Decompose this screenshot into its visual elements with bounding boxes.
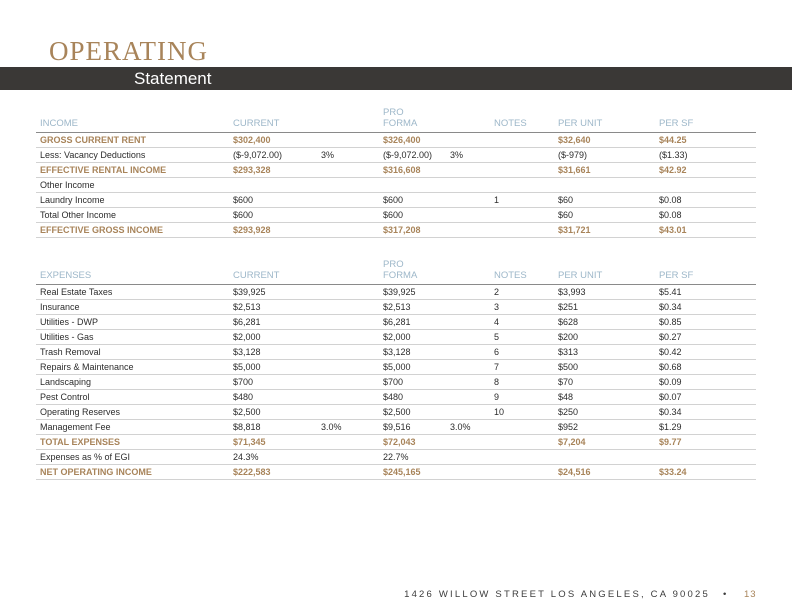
row-label: Management Fee <box>36 420 229 435</box>
table-cell: $2,513 <box>229 300 317 315</box>
table-cell <box>317 375 379 390</box>
table-cell <box>655 450 756 465</box>
table-cell: $0.07 <box>655 390 756 405</box>
table-cell: $7,204 <box>554 435 655 450</box>
table-cell: $200 <box>554 330 655 345</box>
column-header: NOTES <box>490 256 554 285</box>
table-cell <box>446 178 490 193</box>
table-row <box>36 300 756 315</box>
table-cell: 3.0% <box>317 420 379 435</box>
table-total-row <box>36 465 756 480</box>
table-cell: 6 <box>490 345 554 360</box>
table-cell <box>554 450 655 465</box>
table-cell <box>317 330 379 345</box>
table-row <box>36 315 756 330</box>
column-header: NOTES <box>490 104 554 133</box>
table-cell: $39,925 <box>229 285 317 300</box>
column-header <box>317 104 379 133</box>
column-header: INCOME <box>36 104 229 133</box>
row-label: Landscaping <box>36 375 229 390</box>
table-row <box>36 208 756 223</box>
table-cell: $316,608 <box>379 163 446 178</box>
table-cell <box>317 223 379 238</box>
table-total-row <box>36 223 756 238</box>
table-cell: $6,281 <box>229 315 317 330</box>
table-row <box>36 178 756 193</box>
column-header: EXPENSES <box>36 256 229 285</box>
row-label: Expenses as % of EGI <box>36 450 229 465</box>
table-cell <box>317 450 379 465</box>
table-cell: $302,400 <box>229 133 317 148</box>
table-row <box>36 390 756 405</box>
table-cell: $5.41 <box>655 285 756 300</box>
table-cell: 5 <box>490 330 554 345</box>
table-cell: $24,516 <box>554 465 655 480</box>
column-header: PER UNIT <box>554 256 655 285</box>
table-cell: $33.24 <box>655 465 756 480</box>
page-number: 13 <box>744 589 757 600</box>
table-cell: $245,165 <box>379 465 446 480</box>
table-cell: 9 <box>490 390 554 405</box>
table-cell <box>446 330 490 345</box>
page-subtitle: Statement <box>134 69 212 88</box>
table-cell: $0.08 <box>655 208 756 223</box>
table-cell <box>655 178 756 193</box>
table-cell: $9.77 <box>655 435 756 450</box>
table-cell: $71,345 <box>229 435 317 450</box>
table-cell: $32,640 <box>554 133 655 148</box>
table-cell: $0.09 <box>655 375 756 390</box>
table-row <box>36 360 756 375</box>
table-cell <box>317 193 379 208</box>
table-cell: $0.42 <box>655 345 756 360</box>
table-cell: $222,583 <box>229 465 317 480</box>
table-row <box>36 193 756 208</box>
table-cell <box>490 450 554 465</box>
page-title: OPERATING <box>49 36 209 66</box>
table-cell: 24.3% <box>229 450 317 465</box>
table-cell: $8,818 <box>229 420 317 435</box>
table-total-row <box>36 435 756 450</box>
table-cell: $72,043 <box>379 435 446 450</box>
row-label: EFFECTIVE GROSS INCOME <box>36 223 229 238</box>
table-row <box>36 285 756 300</box>
table-cell: $600 <box>379 193 446 208</box>
table-cell: 3% <box>446 148 490 163</box>
table-cell <box>446 193 490 208</box>
table-cell: $2,513 <box>379 300 446 315</box>
table-cell: $60 <box>554 193 655 208</box>
table-cell: $600 <box>229 208 317 223</box>
table-cell <box>490 465 554 480</box>
table-cell <box>446 300 490 315</box>
table-cell: $250 <box>554 405 655 420</box>
table-header-row <box>36 104 756 133</box>
table-cell <box>490 133 554 148</box>
table-cell: $480 <box>379 390 446 405</box>
row-label: Trash Removal <box>36 345 229 360</box>
table-cell: $6,281 <box>379 315 446 330</box>
table-cell: $70 <box>554 375 655 390</box>
table-cell <box>490 178 554 193</box>
income-table <box>36 104 756 238</box>
table-cell: 3.0% <box>446 420 490 435</box>
table-cell: 22.7% <box>379 450 446 465</box>
table-cell <box>317 315 379 330</box>
column-header <box>446 104 490 133</box>
table-cell: ($-979) <box>554 148 655 163</box>
table-cell <box>446 208 490 223</box>
table-cell: 3% <box>317 148 379 163</box>
table-cell <box>446 405 490 420</box>
table-cell <box>317 178 379 193</box>
table-cell: 8 <box>490 375 554 390</box>
table-cell <box>446 375 490 390</box>
table-cell <box>317 163 379 178</box>
table-cell: $39,925 <box>379 285 446 300</box>
table-cell <box>446 163 490 178</box>
column-header: CURRENT <box>229 256 317 285</box>
row-label: Repairs & Maintenance <box>36 360 229 375</box>
table-cell: $5,000 <box>229 360 317 375</box>
row-label: TOTAL EXPENSES <box>36 435 229 450</box>
table-cell: $5,000 <box>379 360 446 375</box>
column-header: CURRENT <box>229 104 317 133</box>
table-cell: $2,000 <box>229 330 317 345</box>
table-header-row <box>36 256 756 285</box>
table-row <box>36 148 756 163</box>
table-row <box>36 375 756 390</box>
table-cell: $0.08 <box>655 193 756 208</box>
table-cell: $293,328 <box>229 163 317 178</box>
expenses-table <box>36 256 756 480</box>
table-cell: $251 <box>554 300 655 315</box>
table-cell: $600 <box>379 208 446 223</box>
table-total-row <box>36 163 756 178</box>
table-cell <box>554 178 655 193</box>
table-total-row <box>36 133 756 148</box>
table-cell: 1 <box>490 193 554 208</box>
table-cell <box>446 223 490 238</box>
row-label: Insurance <box>36 300 229 315</box>
table-cell <box>446 450 490 465</box>
table-cell: $48 <box>554 390 655 405</box>
column-header: PRO FORMA <box>379 104 446 133</box>
table-cell <box>317 300 379 315</box>
table-cell: $317,208 <box>379 223 446 238</box>
table-cell: $313 <box>554 345 655 360</box>
table-cell <box>490 435 554 450</box>
table-cell: ($-9,072.00) <box>379 148 446 163</box>
table-cell: $326,400 <box>379 133 446 148</box>
row-label: GROSS CURRENT RENT <box>36 133 229 148</box>
table-cell: $0.85 <box>655 315 756 330</box>
row-label: EFFECTIVE RENTAL INCOME <box>36 163 229 178</box>
table-cell <box>317 360 379 375</box>
row-label: NET OPERATING INCOME <box>36 465 229 480</box>
table-cell <box>229 178 317 193</box>
table-cell <box>490 420 554 435</box>
table-row <box>36 345 756 360</box>
table-cell <box>317 435 379 450</box>
table-cell: $43.01 <box>655 223 756 238</box>
column-header <box>317 256 379 285</box>
table-cell: $0.68 <box>655 360 756 375</box>
table-cell <box>317 208 379 223</box>
table-cell: $0.27 <box>655 330 756 345</box>
column-header: PER UNIT <box>554 104 655 133</box>
table-row <box>36 330 756 345</box>
table-cell: $44.25 <box>655 133 756 148</box>
table-cell: $3,993 <box>554 285 655 300</box>
table-row <box>36 420 756 435</box>
table-cell <box>317 405 379 420</box>
table-cell <box>446 465 490 480</box>
table-cell <box>446 360 490 375</box>
table-cell: $500 <box>554 360 655 375</box>
table-cell <box>490 208 554 223</box>
table-cell <box>317 465 379 480</box>
row-label: Pest Control <box>36 390 229 405</box>
row-label: Less: Vacancy Deductions <box>36 148 229 163</box>
row-label: Operating Reserves <box>36 405 229 420</box>
table-cell: $480 <box>229 390 317 405</box>
table-cell: $293,928 <box>229 223 317 238</box>
table-cell: $700 <box>379 375 446 390</box>
table-cell <box>446 285 490 300</box>
row-label: Laundry Income <box>36 193 229 208</box>
title-band <box>0 67 792 90</box>
table-cell <box>446 435 490 450</box>
table-cell: ($1.33) <box>655 148 756 163</box>
table-row <box>36 405 756 420</box>
row-label: Other Income <box>36 178 229 193</box>
table-cell: $0.34 <box>655 405 756 420</box>
table-cell <box>317 133 379 148</box>
table-cell: 4 <box>490 315 554 330</box>
table-cell: 10 <box>490 405 554 420</box>
row-label: Total Other Income <box>36 208 229 223</box>
table-cell: 2 <box>490 285 554 300</box>
table-cell: $0.34 <box>655 300 756 315</box>
table-cell <box>317 390 379 405</box>
table-cell: 7 <box>490 360 554 375</box>
table-cell: $9,516 <box>379 420 446 435</box>
table-cell <box>317 285 379 300</box>
footer-separator: • <box>723 589 727 600</box>
table-cell: $42.92 <box>655 163 756 178</box>
table-cell <box>446 133 490 148</box>
column-header <box>446 256 490 285</box>
table-row <box>36 450 756 465</box>
table-cell: $952 <box>554 420 655 435</box>
row-label: Utilities - Gas <box>36 330 229 345</box>
table-cell <box>446 390 490 405</box>
footer-address: 1426 WILLOW STREET LOS ANGELES, CA 90025 <box>404 589 710 600</box>
table-cell <box>446 315 490 330</box>
table-cell: $700 <box>229 375 317 390</box>
table-cell: $3,128 <box>379 345 446 360</box>
table-cell: ($-9,072.00) <box>229 148 317 163</box>
table-cell: $628 <box>554 315 655 330</box>
row-label: Utilities - DWP <box>36 315 229 330</box>
table-cell <box>490 163 554 178</box>
table-cell: 3 <box>490 300 554 315</box>
table-cell <box>490 148 554 163</box>
table-cell: $2,500 <box>229 405 317 420</box>
table-cell: $3,128 <box>229 345 317 360</box>
table-cell: $2,500 <box>379 405 446 420</box>
table-cell: $1.29 <box>655 420 756 435</box>
table-cell: $60 <box>554 208 655 223</box>
table-cell <box>446 345 490 360</box>
table-cell: $600 <box>229 193 317 208</box>
table-cell <box>379 178 446 193</box>
table-cell: $2,000 <box>379 330 446 345</box>
column-header: PER SF <box>655 104 756 133</box>
row-label: Real Estate Taxes <box>36 285 229 300</box>
table-cell <box>490 223 554 238</box>
table-cell: $31,661 <box>554 163 655 178</box>
table-cell <box>317 345 379 360</box>
column-header: PRO FORMA <box>379 256 446 285</box>
column-header: PER SF <box>655 256 756 285</box>
table-cell: $31,721 <box>554 223 655 238</box>
